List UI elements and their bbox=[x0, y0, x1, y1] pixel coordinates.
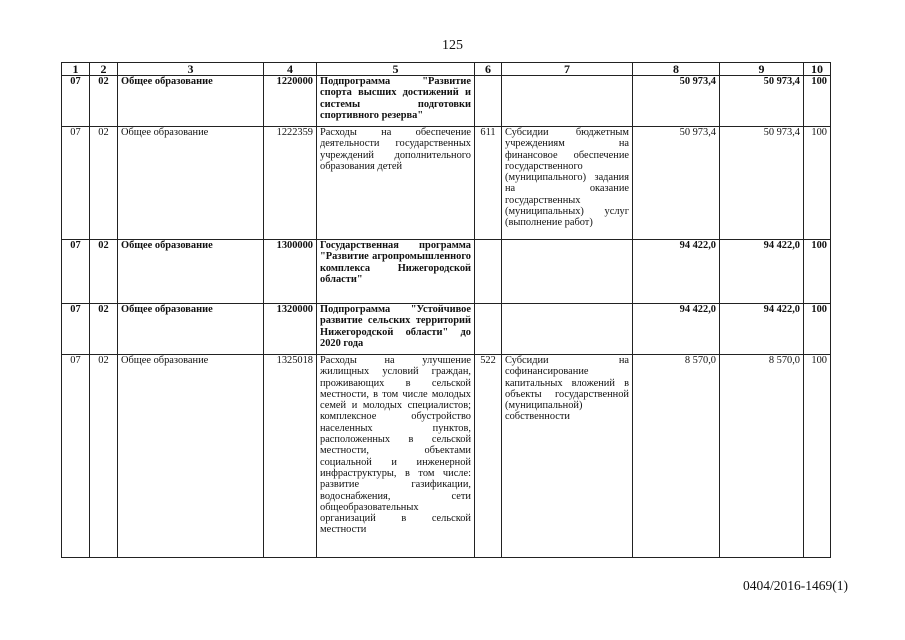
col-header-5: 5 bbox=[317, 63, 475, 76]
budget-table bbox=[61, 62, 831, 558]
col-header-6: 6 bbox=[475, 63, 502, 76]
cell-expense-code bbox=[475, 76, 502, 127]
cell-percent: 100 bbox=[804, 240, 831, 304]
table-row bbox=[62, 240, 831, 304]
cell-name: Общее образование bbox=[118, 240, 264, 304]
cell-target-name: Расходы на улучшение жилищных условий граждан, проживающих в сельской местности, в том числе молодых семей и молодых специалистов; комплексное обустройство населенных пунктов, расположенных в сельской местности, объектами социальной и инженерной инфраструктуры, в том числе: развитие газификации, водоснабжения, сети общеобразовательных организаций в сельской местности bbox=[317, 355, 475, 558]
cell-percent: 100 bbox=[804, 355, 831, 558]
col-header-9: 9 bbox=[720, 63, 804, 76]
cell-expense-code: 611 bbox=[475, 127, 502, 240]
table-row bbox=[62, 304, 831, 355]
cell-plan: 8 570,0 bbox=[633, 355, 720, 558]
cell-name: Общее образование bbox=[118, 304, 264, 355]
cell-section: 07 bbox=[62, 304, 90, 355]
col-header-4: 4 bbox=[264, 63, 317, 76]
cell-name: Общее образование bbox=[118, 76, 264, 127]
cell-target-name: Подпрограмма "Устойчивое развитие сельских территорий Нижегородской области" до 2020 года bbox=[317, 304, 475, 355]
cell-section: 07 bbox=[62, 127, 90, 240]
cell-expense-name: Субсидии на софинансирование капитальных вложений в объекты государственной (муниципальной) собственности bbox=[502, 355, 633, 558]
cell-subsection: 02 bbox=[90, 355, 118, 558]
col-header-2: 2 bbox=[90, 63, 118, 76]
document-code: 0404/2016-1469(1) bbox=[743, 578, 848, 593]
cell-expense-code: 522 bbox=[475, 355, 502, 558]
cell-target-code: 1222359 bbox=[264, 127, 317, 240]
cell-name: Общее образование bbox=[118, 355, 264, 558]
cell-expense-code bbox=[475, 304, 502, 355]
cell-actual: 8 570,0 bbox=[720, 355, 804, 558]
cell-target-name: Подпрограмма "Развитие спорта высших достижений и системы подготовки спортивного резерва" bbox=[317, 76, 475, 127]
cell-percent: 100 bbox=[804, 304, 831, 355]
cell-expense-name: Субсидии бюджетным учреждениям на финансовое обеспечение государственного (муниципального) задания на оказание государственных (муниципальных) услуг (выполнение работ) bbox=[502, 127, 633, 240]
cell-expense-name bbox=[502, 304, 633, 355]
cell-expense-name bbox=[502, 240, 633, 304]
table-row bbox=[62, 355, 831, 558]
col-header-1: 1 bbox=[62, 63, 90, 76]
cell-target-code: 1220000 bbox=[264, 76, 317, 127]
cell-percent: 100 bbox=[804, 127, 831, 240]
cell-section: 07 bbox=[62, 240, 90, 304]
cell-name: Общее образование bbox=[118, 127, 264, 240]
cell-section: 07 bbox=[62, 355, 90, 558]
cell-percent: 100 bbox=[804, 76, 831, 127]
cell-subsection: 02 bbox=[90, 240, 118, 304]
page-number: 125 bbox=[442, 38, 463, 53]
cell-actual: 94 422,0 bbox=[720, 240, 804, 304]
cell-plan: 94 422,0 bbox=[633, 240, 720, 304]
table-row bbox=[62, 127, 831, 240]
table-row bbox=[62, 76, 831, 127]
cell-target-code: 1300000 bbox=[264, 240, 317, 304]
cell-target-name: Государственная программа "Развитие агропромышленного комплекса Нижегородской области" bbox=[317, 240, 475, 304]
cell-actual: 50 973,4 bbox=[720, 127, 804, 240]
cell-plan: 50 973,4 bbox=[633, 76, 720, 127]
cell-expense-code bbox=[475, 240, 502, 304]
col-header-7: 7 bbox=[502, 63, 633, 76]
col-header-10: 10 bbox=[804, 63, 831, 76]
cell-actual: 94 422,0 bbox=[720, 304, 804, 355]
cell-subsection: 02 bbox=[90, 76, 118, 127]
cell-plan: 50 973,4 bbox=[633, 127, 720, 240]
cell-actual: 50 973,4 bbox=[720, 76, 804, 127]
cell-subsection: 02 bbox=[90, 127, 118, 240]
cell-section: 07 bbox=[62, 76, 90, 127]
cell-target-code: 1325018 bbox=[264, 355, 317, 558]
col-header-8: 8 bbox=[633, 63, 720, 76]
col-header-3: 3 bbox=[118, 63, 264, 76]
cell-expense-name bbox=[502, 76, 633, 127]
cell-target-name: Расходы на обеспечение деятельности государственных учреждений дополнительного образования детей bbox=[317, 127, 475, 240]
cell-target-code: 1320000 bbox=[264, 304, 317, 355]
header-row bbox=[62, 63, 831, 76]
cell-plan: 94 422,0 bbox=[633, 304, 720, 355]
cell-subsection: 02 bbox=[90, 304, 118, 355]
